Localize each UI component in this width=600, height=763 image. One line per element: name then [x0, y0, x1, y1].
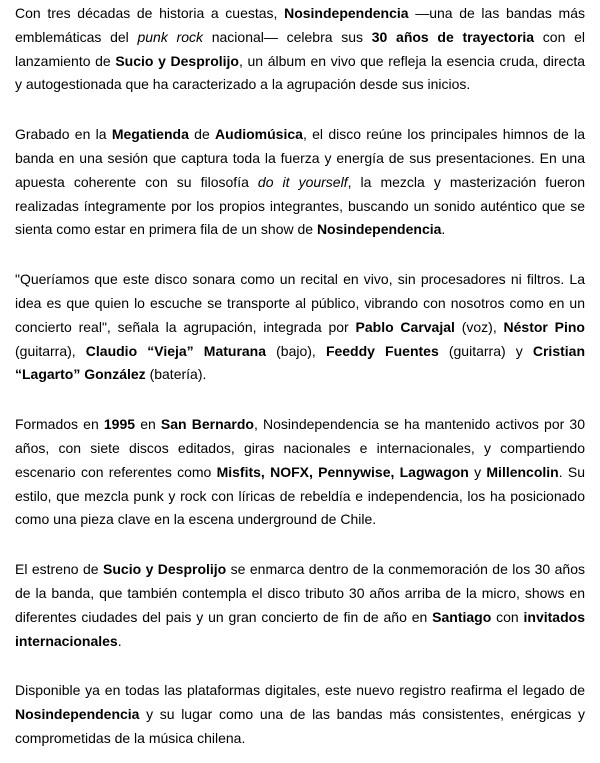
bold-text-run: San Bernardo	[160, 416, 254, 433]
bold-text-run: Millencolin	[486, 463, 559, 480]
text-run: (voz),	[454, 318, 504, 335]
text-run: , un álbum en vivo que refleja la esencia cruda, directa y autogestionada que ha caracterizado a la agrupación desde sus inicios.	[15, 52, 586, 93]
bold-text-run: 1995	[103, 416, 136, 433]
text-run: y su lugar como una de las bandas más consistentes, enérgicas y comprometidas de la música chilena.	[15, 706, 585, 746]
text-run: de	[188, 126, 216, 143]
paragraph-availability	[15, 679, 585, 750]
text-run: Disponible ya en todas las plataformas digitales, este nuevo registro reafirma el legado de	[15, 682, 585, 699]
bold-text-run: invitados internacionales	[15, 608, 585, 649]
text-run: .	[117, 632, 122, 649]
text-run: (guitarra),	[15, 342, 86, 359]
bold-text-run: Sucio y Desprolijo	[103, 561, 227, 578]
paragraph-intro	[15, 2, 585, 97]
text-run: , Nosindependencia se ha mantenido activos por 30 años, con siete discos editados, giras nacionales e internacionales, y compartiendo escenario con referentes como	[15, 416, 585, 480]
paragraph-anniversary	[15, 558, 585, 653]
text-run: (bajo),	[266, 342, 326, 359]
text-run: Con tres décadas de historia a cuestas,	[15, 5, 285, 21]
bold-text-run: Nosindependencia	[316, 221, 442, 238]
italic-text-run: punk rock	[137, 28, 204, 45]
text-run: nacional— celebra sus	[203, 28, 372, 45]
text-run: . Su estilo, que mezcla punk y rock con líricas de rebeldía e independencia, los ha posicionado como una pieza clave en la escena underground de Chile.	[15, 463, 586, 528]
text-run: El estreno de	[15, 561, 104, 578]
text-run: y	[468, 463, 487, 480]
text-run: , la mezcla y masterización fueron realizadas íntegramente por los propios integrantes, buscando un sonido auténtico que se sienta como estar en primera fila de un show de	[15, 173, 585, 238]
text-run: "Queríamos que este disco sonara como un recital en vivo, sin procesadores ni filtros. La idea es que quien lo escuche se transporte al público, vibrando con nosotros como en un concierto real", señala la agrupación, integrada por	[15, 271, 585, 335]
text-run: .	[441, 221, 446, 238]
paragraph-history	[15, 413, 585, 532]
bold-text-run: Megatienda	[111, 126, 189, 143]
bold-text-run: Audiomúsica	[215, 126, 303, 143]
bold-text-run: Néstor Pino	[503, 318, 585, 335]
text-run: se enmarca dentro de la conmemoración de los 30 años de la banda, que también contempla el disco tributo 30 años arriba de la micro, shows en diferentes ciudades del pais y un gran concierto de fin de año en	[15, 561, 585, 625]
text-run: (batería).	[145, 366, 207, 383]
text-run: con el lanzamiento de	[15, 28, 585, 69]
paragraph-quote-lineup	[15, 268, 585, 387]
text-run: Grabado en la	[15, 126, 112, 143]
bold-text-run: 30 años de trayectoria	[371, 28, 535, 45]
bold-text-run: Pablo Carvajal	[355, 318, 455, 335]
bold-text-run: Nosindependencia	[284, 5, 409, 21]
italic-text-run: do it yourself	[257, 173, 348, 190]
bold-text-run: Santiago	[432, 608, 492, 625]
bold-text-run: Feeddy Fuentes	[325, 342, 439, 359]
text-run: (guitarra) y	[438, 342, 533, 359]
paragraph-recording	[15, 123, 585, 242]
text-run: —una de las bandas más emblemáticas del	[15, 5, 585, 45]
bold-text-run: Sucio y Desprolijo	[115, 52, 239, 69]
text-run: con	[491, 608, 524, 625]
text-run: , el disco reúne los principales himnos de la banda en una sesión que captura toda la fuerza y energía de sus presentaciones. En una apuesta coherente con su filosofía	[15, 126, 585, 190]
text-run: Formados en	[15, 416, 104, 433]
bold-text-run: Cristian “Lagarto” González	[15, 342, 585, 383]
bold-text-run: Nosindependencia	[15, 706, 140, 723]
bold-text-run: Misfits, NOFX, Pennywise, Lagwagon	[216, 463, 469, 480]
text-run: en	[135, 416, 161, 433]
bold-text-run: Claudio “Vieja” Maturana	[85, 342, 267, 359]
